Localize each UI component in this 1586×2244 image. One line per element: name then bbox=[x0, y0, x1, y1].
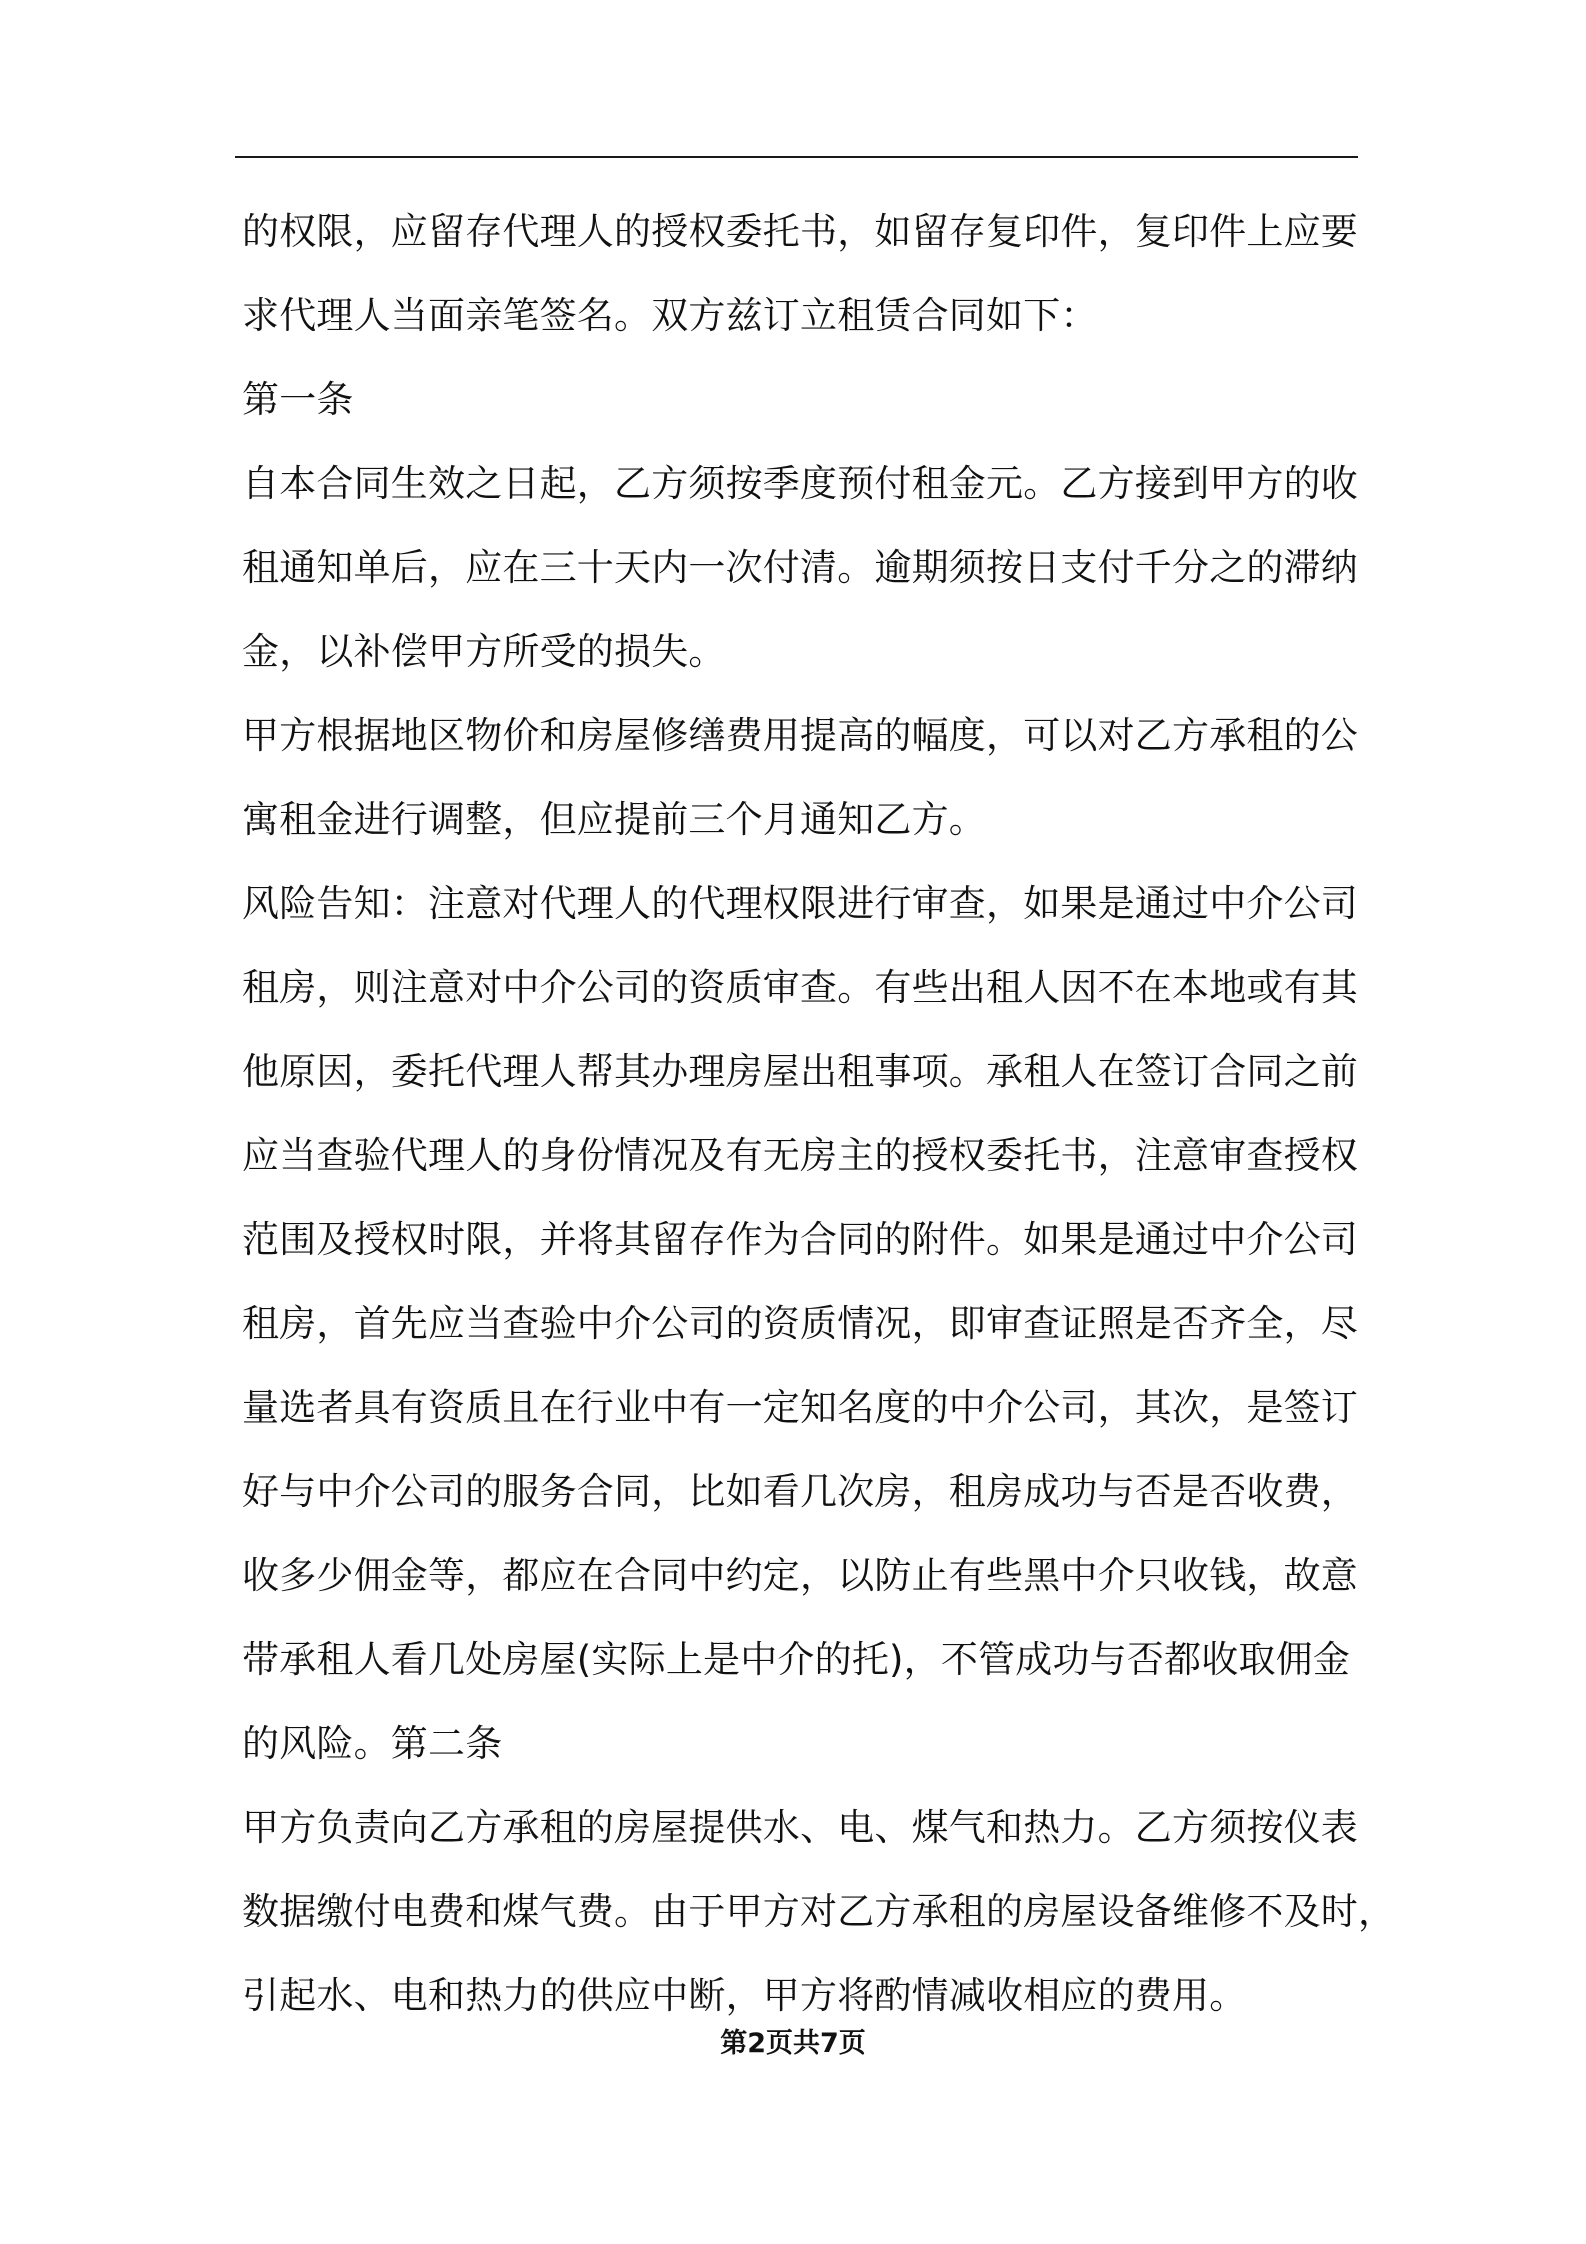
text-line: 的风险。第二条 bbox=[242, 1722, 503, 1765]
text-line: 他原因，委托代理人帮其办理房屋出租事项。承租人在签订合同之前 bbox=[242, 1050, 1358, 1093]
text-line: 量选者具有资质且在行业中有一定知名度的中介公司，其次，是签订 bbox=[242, 1386, 1358, 1429]
text-line: 收多少佣金等，都应在合同中约定，以防止有些黑中介只收钱，故意 bbox=[242, 1554, 1358, 1597]
text-line: 数据缴付电费和煤气费。由于甲方对乙方承租的房屋设备维修不及时， bbox=[242, 1890, 1396, 1933]
text-line: 求代理人当面亲笔签名。双方兹订立租赁合同如下： bbox=[242, 294, 1098, 337]
text-line: 租房，首先应当查验中介公司的资质情况，即审查证照是否齐全，尽 bbox=[242, 1302, 1358, 1345]
text-line: 租房，则注意对中介公司的资质审查。有些出租人因不在本地或有其 bbox=[242, 966, 1358, 1009]
text-line: 寓租金进行调整，但应提前三个月通知乙方。 bbox=[242, 798, 986, 841]
header-rule bbox=[235, 156, 1358, 158]
document-body bbox=[242, 198, 1396, 2046]
text-line: 甲方根据地区物价和房屋修缮费用提高的幅度，可以对乙方承租的公 bbox=[242, 714, 1358, 757]
article-heading: 第一条 bbox=[242, 378, 354, 421]
text-line: 自本合同生效之日起，乙方须按季度预付租金元。乙方接到甲方的收 bbox=[242, 462, 1358, 505]
text-line: 租通知单后，应在三十天内一次付清。逾期须按日支付千分之的滞纳 bbox=[242, 546, 1358, 589]
text-line: 甲方负责向乙方承租的房屋提供水、电、煤气和热力。乙方须按仪表 bbox=[242, 1806, 1358, 1849]
text-line: 引起水、电和热力的供应中断，甲方将酌情减收相应的费用。 bbox=[242, 1974, 1247, 2017]
text-line: 金，以补偿甲方所受的损失。 bbox=[242, 630, 726, 673]
text-line: 应当查验代理人的身份情况及有无房主的授权委托书，注意审查授权 bbox=[242, 1134, 1358, 1177]
page-number: 第2页共7页 bbox=[720, 2028, 866, 2059]
text-line: 带承租人看几处房屋(实际上是中介的托)，不管成功与否都收取佣金 bbox=[242, 1638, 1351, 1681]
text-line: 的权限，应留存代理人的授权委托书，如留存复印件，复印件上应要 bbox=[242, 210, 1358, 253]
text-line: 好与中介公司的服务合同，比如看几次房，租房成功与否是否收费， bbox=[242, 1470, 1358, 1513]
text-line: 风险告知：注意对代理人的代理权限进行审查，如果是通过中介公司 bbox=[242, 882, 1358, 925]
text-line: 范围及授权时限，并将其留存作为合同的附件。如果是通过中介公司 bbox=[242, 1218, 1358, 1261]
